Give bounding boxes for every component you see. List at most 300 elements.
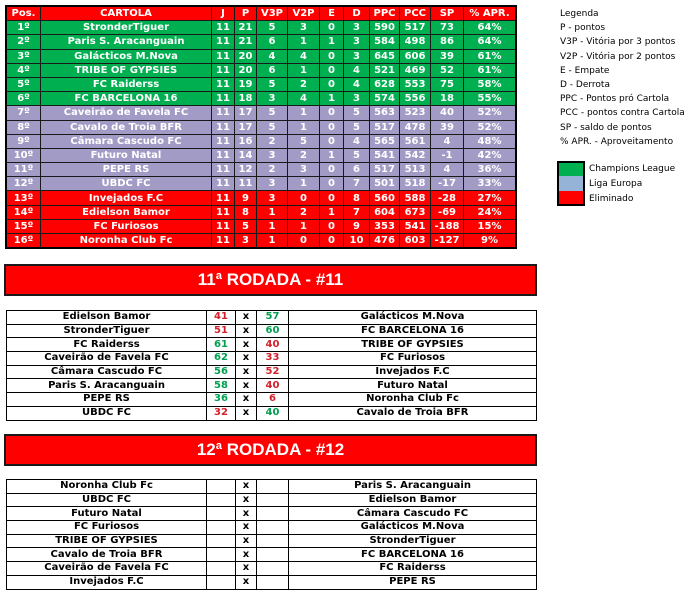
cell-pos: 11º [6, 163, 41, 177]
cell-v3p: 6 [257, 63, 288, 77]
cell-sp: 18 [431, 92, 464, 106]
cell-pcc: 478 [400, 120, 431, 134]
cell-p: 17 [235, 106, 257, 120]
cell-ppc: 517 [370, 163, 400, 177]
legend-item: SP - saldo de pontos [560, 122, 652, 133]
cell-p: 20 [235, 49, 257, 63]
versus-separator: x [236, 575, 257, 589]
standings-row [6, 77, 516, 91]
cell-p: 18 [235, 92, 257, 106]
cell-v2p: 0 [288, 234, 320, 249]
away-score: 60 [257, 324, 289, 338]
cell-v3p: 4 [257, 49, 288, 63]
match-row [7, 521, 537, 535]
cell-v2p: 2 [288, 77, 320, 91]
cell-j: 11 [212, 63, 235, 77]
away-team: StronderTiguer [289, 534, 537, 548]
away-team: Noronha Club Fc [289, 393, 537, 407]
cell-ppc: 517 [370, 120, 400, 134]
cell-name: Câmara Cascudo FC [41, 134, 212, 148]
round-12-matches [6, 479, 537, 590]
cell-d: 5 [344, 106, 370, 120]
header-v2p: V2P [288, 6, 320, 21]
cell-pcc: 498 [400, 35, 431, 49]
home-team: Cavalo de Troia BFR [7, 548, 207, 562]
header-apr: % APR. [464, 6, 517, 21]
europa-swatch [557, 176, 585, 191]
cell-sp: 4 [431, 134, 464, 148]
away-score: 6 [257, 393, 289, 407]
cell-v3p: 3 [257, 191, 288, 205]
cell-apr: 9% [464, 234, 517, 249]
cell-apr: 58% [464, 77, 517, 91]
cell-pcc: 523 [400, 106, 431, 120]
cell-ppc: 521 [370, 63, 400, 77]
home-score: 41 [207, 311, 236, 325]
match-row [7, 311, 537, 325]
cell-j: 11 [212, 148, 235, 162]
header-j: J [212, 6, 235, 21]
cell-v2p: 1 [288, 106, 320, 120]
cell-pcc: 606 [400, 49, 431, 63]
home-team: Câmara Cascudo FC [7, 365, 207, 379]
home-team: TRIBE OF GYPSIES [7, 534, 207, 548]
cell-j: 11 [212, 77, 235, 91]
cell-v3p: 5 [257, 21, 288, 35]
cell-p: 21 [235, 35, 257, 49]
cell-d: 9 [344, 219, 370, 233]
standings-row [6, 205, 516, 219]
cell-name: Futuro Natal [41, 148, 212, 162]
away-score [257, 493, 289, 507]
match-row [7, 352, 537, 366]
cell-v3p: 5 [257, 106, 288, 120]
cell-v3p: 3 [257, 148, 288, 162]
header-sp: SP [431, 6, 464, 21]
zone-label: Liga Europa [589, 178, 643, 189]
match-row [7, 493, 537, 507]
cell-pcc: 469 [400, 63, 431, 77]
away-team: Paris S. Aracanguain [289, 480, 537, 494]
home-team: UBDC FC [7, 406, 207, 420]
cell-sp: -69 [431, 205, 464, 219]
cell-p: 8 [235, 205, 257, 219]
zone-legend-champions [557, 161, 675, 176]
cell-name: StronderTiguer [41, 21, 212, 35]
cell-sp: -127 [431, 234, 464, 249]
legend-item: V3P - Vitória por 3 pontos [560, 37, 676, 48]
legend-title: Legenda [560, 9, 599, 19]
zone-label: Eliminado [589, 193, 634, 204]
match-row [7, 562, 537, 576]
match-row [7, 393, 537, 407]
header-cartola: CARTOLA [41, 6, 212, 21]
cell-pos: 1º [6, 21, 41, 35]
away-team: PEPE RS [289, 575, 537, 589]
home-score [207, 548, 236, 562]
cell-p: 9 [235, 191, 257, 205]
cell-sp: -28 [431, 191, 464, 205]
versus-separator: x [236, 406, 257, 420]
cell-e: 0 [320, 177, 344, 191]
cell-p: 19 [235, 77, 257, 91]
cell-v2p: 2 [288, 148, 320, 162]
standings-row [6, 106, 516, 120]
away-team: Câmara Cascudo FC [289, 507, 537, 521]
cell-ppc: 604 [370, 205, 400, 219]
away-team: FC Raiderss [289, 562, 537, 576]
cell-d: 3 [344, 21, 370, 35]
cell-j: 11 [212, 177, 235, 191]
cell-v2p: 1 [288, 63, 320, 77]
standings-row [6, 120, 516, 134]
cell-e: 1 [320, 148, 344, 162]
versus-separator: x [236, 338, 257, 352]
cell-v2p: 1 [288, 219, 320, 233]
cell-apr: 52% [464, 106, 517, 120]
away-score: 40 [257, 338, 289, 352]
round-11-matches [6, 310, 537, 421]
cell-name: TRIBE OF GYPSIES [41, 63, 212, 77]
cell-e: 0 [320, 234, 344, 249]
away-score [257, 534, 289, 548]
header-d: D [344, 6, 370, 21]
cell-e: 0 [320, 120, 344, 134]
versus-separator: x [236, 393, 257, 407]
cell-e: 0 [320, 63, 344, 77]
cell-sp: 40 [431, 106, 464, 120]
cell-apr: 15% [464, 219, 517, 233]
cell-ppc: 476 [370, 234, 400, 249]
cell-name: FC Furiosos [41, 219, 212, 233]
legend-item: PPC - Pontos pró Cartola [560, 94, 670, 105]
away-team: TRIBE OF GYPSIES [289, 338, 537, 352]
cell-v2p: 1 [288, 120, 320, 134]
standings-row [6, 21, 516, 35]
zone-legend [557, 161, 675, 206]
cell-pcc: 588 [400, 191, 431, 205]
match-row [7, 406, 537, 420]
cell-sp: -17 [431, 177, 464, 191]
cell-v3p: 1 [257, 205, 288, 219]
cell-pcc: 603 [400, 234, 431, 249]
cell-p: 12 [235, 163, 257, 177]
home-score [207, 534, 236, 548]
match-row [7, 548, 537, 562]
cell-j: 11 [212, 205, 235, 219]
cell-pos: 14º [6, 205, 41, 219]
cell-pos: 16º [6, 234, 41, 249]
home-score: 32 [207, 406, 236, 420]
cell-e: 0 [320, 191, 344, 205]
cell-apr: 64% [464, 21, 517, 35]
cell-name: FC BARCELONA 16 [41, 92, 212, 106]
cell-name: FC Raiderss [41, 77, 212, 91]
legend-item: PCC - pontos contra Cartola [560, 108, 685, 119]
home-team: Edielson Bamor [7, 311, 207, 325]
cell-sp: 4 [431, 163, 464, 177]
cell-v2p: 5 [288, 134, 320, 148]
match-row [7, 365, 537, 379]
cell-p: 16 [235, 134, 257, 148]
cell-apr: 55% [464, 92, 517, 106]
away-score: 57 [257, 311, 289, 325]
cell-pos: 6º [6, 92, 41, 106]
cell-pcc: 518 [400, 177, 431, 191]
cell-v3p: 1 [257, 234, 288, 249]
cell-j: 11 [212, 120, 235, 134]
header-p: P [235, 6, 257, 21]
cell-ppc: 584 [370, 35, 400, 49]
cell-e: 1 [320, 35, 344, 49]
cell-pcc: 513 [400, 163, 431, 177]
away-team: Galácticos M.Nova [289, 311, 537, 325]
cell-name: Galácticos M.Nova [41, 49, 212, 63]
standings-row [6, 219, 516, 233]
cell-d: 10 [344, 234, 370, 249]
legend-item: V2P - Vitória por 2 pontos [560, 51, 676, 62]
versus-separator: x [236, 352, 257, 366]
cell-name: PEPE RS [41, 163, 212, 177]
header-e: E [320, 6, 344, 21]
home-team: FC Raiderss [7, 338, 207, 352]
cell-v2p: 3 [288, 21, 320, 35]
cell-pcc: 553 [400, 77, 431, 91]
cell-name: Edielson Bamor [41, 205, 212, 219]
away-score: 40 [257, 406, 289, 420]
home-team: PEPE RS [7, 393, 207, 407]
cell-ppc: 541 [370, 148, 400, 162]
cell-v3p: 3 [257, 92, 288, 106]
cell-pcc: 673 [400, 205, 431, 219]
cell-pcc: 561 [400, 134, 431, 148]
cell-d: 5 [344, 148, 370, 162]
cell-v3p: 2 [257, 134, 288, 148]
match-row [7, 338, 537, 352]
cell-p: 5 [235, 219, 257, 233]
home-team: Invejados F.C [7, 575, 207, 589]
standings-row [6, 191, 516, 205]
cell-apr: 48% [464, 134, 517, 148]
cell-d: 4 [344, 63, 370, 77]
standings-row [6, 134, 516, 148]
home-team: FC Furiosos [7, 521, 207, 535]
match-row [7, 575, 537, 589]
standings-row [6, 163, 516, 177]
home-team: Paris S. Aracanguain [7, 379, 207, 393]
standings-row [6, 63, 516, 77]
cell-d: 4 [344, 134, 370, 148]
home-team: Caveirão de Favela FC [7, 352, 207, 366]
cell-apr: 61% [464, 49, 517, 63]
cell-sp: -1 [431, 148, 464, 162]
legend-item: E - Empate [560, 65, 610, 76]
header-ppc: PPC [370, 6, 400, 21]
cell-ppc: 628 [370, 77, 400, 91]
cell-sp: -188 [431, 219, 464, 233]
header-v3p: V3P [257, 6, 288, 21]
cell-j: 11 [212, 92, 235, 106]
away-team: Galácticos M.Nova [289, 521, 537, 535]
cell-e: 1 [320, 92, 344, 106]
away-score [257, 562, 289, 576]
zone-legend-eliminado [557, 191, 675, 206]
cell-v2p: 1 [288, 177, 320, 191]
cell-apr: 64% [464, 35, 517, 49]
away-score [257, 575, 289, 589]
versus-separator: x [236, 379, 257, 393]
cell-pcc: 517 [400, 21, 431, 35]
cell-pos: 9º [6, 134, 41, 148]
cell-apr: 27% [464, 191, 517, 205]
cell-v3p: 6 [257, 35, 288, 49]
away-score: 52 [257, 365, 289, 379]
cell-j: 11 [212, 191, 235, 205]
home-score: 51 [207, 324, 236, 338]
cell-name: Paris S. Aracanguain [41, 35, 212, 49]
cell-p: 14 [235, 148, 257, 162]
versus-separator: x [236, 365, 257, 379]
home-score: 61 [207, 338, 236, 352]
cell-d: 3 [344, 92, 370, 106]
away-score [257, 507, 289, 521]
cell-apr: 61% [464, 63, 517, 77]
cell-d: 5 [344, 120, 370, 134]
home-score [207, 575, 236, 589]
cell-v2p: 1 [288, 35, 320, 49]
cell-p: 17 [235, 120, 257, 134]
round-12-body [7, 480, 537, 590]
cell-e: 0 [320, 219, 344, 233]
cell-d: 4 [344, 77, 370, 91]
cell-j: 11 [212, 35, 235, 49]
cell-sp: 39 [431, 120, 464, 134]
standings-row [6, 234, 516, 249]
match-row [7, 534, 537, 548]
cell-pos: 3º [6, 49, 41, 63]
home-score: 56 [207, 365, 236, 379]
home-team: Caveirão de Favela FC [7, 562, 207, 576]
versus-separator: x [236, 548, 257, 562]
cell-apr: 52% [464, 120, 517, 134]
cell-j: 11 [212, 234, 235, 249]
away-team: Cavalo de Troia BFR [289, 406, 537, 420]
cell-ppc: 645 [370, 49, 400, 63]
versus-separator: x [236, 534, 257, 548]
cell-j: 11 [212, 49, 235, 63]
cell-d: 6 [344, 163, 370, 177]
cell-e: 0 [320, 77, 344, 91]
standings-row [6, 49, 516, 63]
eliminado-swatch [557, 191, 585, 206]
cell-sp: 39 [431, 49, 464, 63]
home-team: StronderTiguer [7, 324, 207, 338]
cell-pos: 4º [6, 63, 41, 77]
cell-pos: 12º [6, 177, 41, 191]
versus-separator: x [236, 480, 257, 494]
legend [560, 7, 685, 149]
cell-pos: 8º [6, 120, 41, 134]
away-score: 33 [257, 352, 289, 366]
cell-ppc: 565 [370, 134, 400, 148]
legend-item: D - Derrota [560, 80, 610, 91]
cell-d: 3 [344, 35, 370, 49]
cell-pos: 15º [6, 219, 41, 233]
versus-separator: x [236, 521, 257, 535]
home-score: 62 [207, 352, 236, 366]
cell-sp: 52 [431, 63, 464, 77]
legend-item: % APR. - Aproveitamento [560, 136, 674, 147]
cell-apr: 36% [464, 163, 517, 177]
cell-j: 11 [212, 219, 235, 233]
round-11-title: 11ª RODADA - #11 [4, 264, 537, 296]
standings-row [6, 92, 516, 106]
legend-item: P - pontos [560, 23, 606, 34]
cell-e: 1 [320, 205, 344, 219]
cell-v2p: 4 [288, 92, 320, 106]
versus-separator: x [236, 493, 257, 507]
versus-separator: x [236, 507, 257, 521]
round-12-title: 12ª RODADA - #12 [4, 434, 537, 466]
home-score [207, 507, 236, 521]
standings-row [6, 177, 516, 191]
home-team: Futuro Natal [7, 507, 207, 521]
zone-legend-europa [557, 176, 675, 191]
cell-apr: 33% [464, 177, 517, 191]
match-row [7, 507, 537, 521]
cell-name: Noronha Club Fc [41, 234, 212, 249]
home-score: 58 [207, 379, 236, 393]
header-pos: Pos. [6, 6, 41, 21]
home-score [207, 562, 236, 576]
cell-sp: 86 [431, 35, 464, 49]
versus-separator: x [236, 324, 257, 338]
cell-e: 0 [320, 134, 344, 148]
cell-ppc: 353 [370, 219, 400, 233]
cell-name: Cavalo de Troia BFR [41, 120, 212, 134]
cell-d: 7 [344, 205, 370, 219]
standings-row [6, 35, 516, 49]
cell-apr: 42% [464, 148, 517, 162]
cell-p: 21 [235, 21, 257, 35]
away-team: FC BARCELONA 16 [289, 548, 537, 562]
cell-name: UBDC FC [41, 177, 212, 191]
cell-ppc: 574 [370, 92, 400, 106]
home-score [207, 480, 236, 494]
cell-pos: 10º [6, 148, 41, 162]
away-team: Invejados F.C [289, 365, 537, 379]
cell-j: 11 [212, 134, 235, 148]
cell-name: Invejados F.C [41, 191, 212, 205]
match-row [7, 379, 537, 393]
cell-j: 11 [212, 21, 235, 35]
match-row [7, 480, 537, 494]
standings-body [6, 21, 516, 249]
zone-label: Champions League [589, 163, 676, 174]
cell-pos: 5º [6, 77, 41, 91]
home-score [207, 493, 236, 507]
cell-v2p: 0 [288, 191, 320, 205]
away-team: FC BARCELONA 16 [289, 324, 537, 338]
home-score: 36 [207, 393, 236, 407]
away-score [257, 548, 289, 562]
cell-d: 3 [344, 49, 370, 63]
cell-pos: 13º [6, 191, 41, 205]
cell-sp: 73 [431, 21, 464, 35]
away-score [257, 521, 289, 535]
versus-separator: x [236, 311, 257, 325]
cell-pos: 2º [6, 35, 41, 49]
